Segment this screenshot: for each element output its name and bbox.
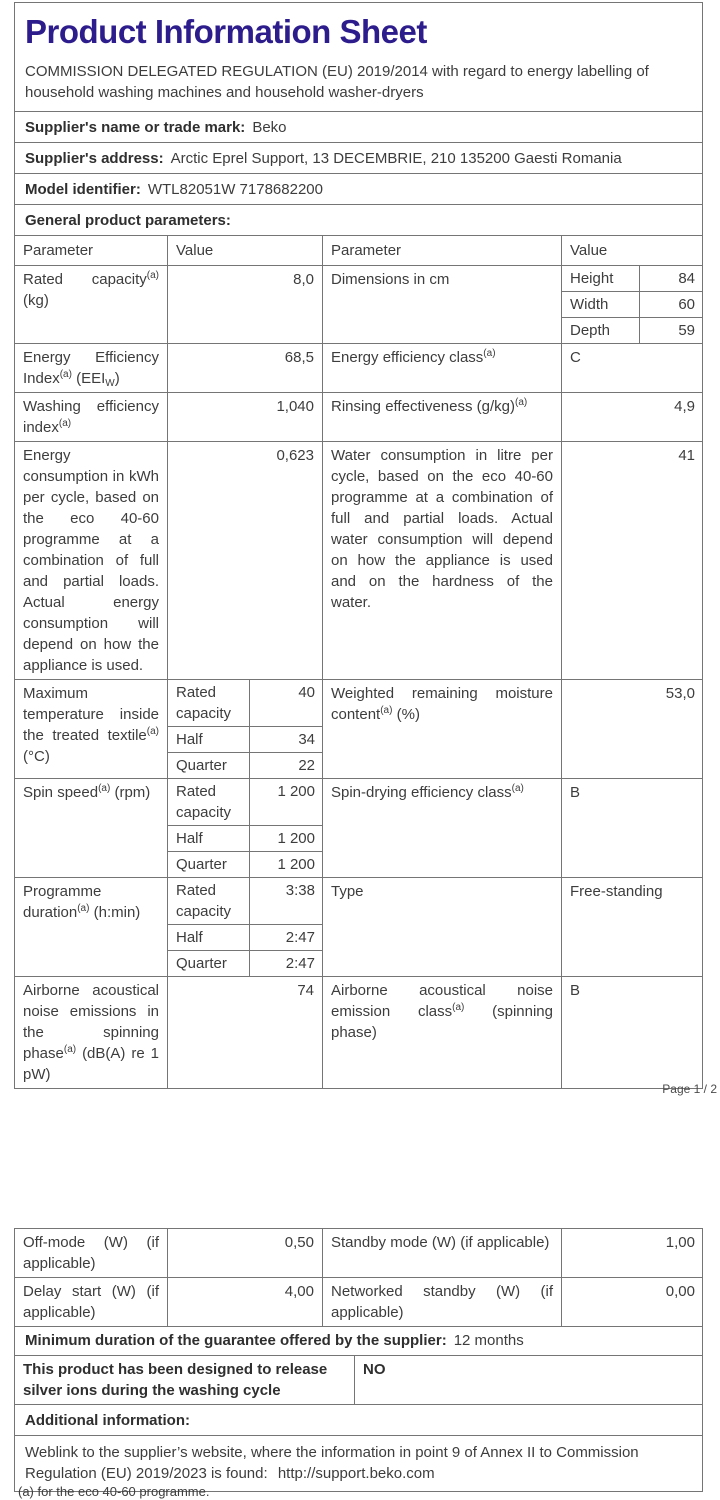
max-temp-half-value: 34	[298, 731, 315, 748]
supplier-address-row	[15, 143, 702, 174]
param-remaining-moisture: Weighted remaining moisture content$^{(a)}$ (%)	[323, 680, 562, 778]
spin-quarter-label: Quarter	[168, 852, 250, 877]
value-silver-ions: NO	[363, 1361, 386, 1378]
row-duration-type	[15, 878, 702, 977]
title-section	[15, 3, 702, 112]
dimension-depth-row	[562, 318, 703, 343]
supplier-name-row	[15, 112, 702, 143]
value-rated-capacity: 8,0	[168, 266, 323, 343]
param-rated-capacity: Rated capacity$^{(a)}$ (kg)	[15, 266, 168, 343]
dimension-width-value: 60	[678, 296, 695, 313]
spin-quarter-value: 1 200	[277, 856, 315, 873]
supplier-address-value: Arctic Eprel Support, 13 DECEMBRIE, 210 135200 Gaesti Romania	[170, 150, 622, 167]
max-temperature-subtable	[168, 680, 323, 778]
spin-half-value: 1 200	[277, 830, 315, 847]
page-title: Product Information Sheet	[25, 13, 427, 50]
spin-quarter-row	[168, 852, 322, 877]
value-networked-standby: 0,00	[665, 1283, 695, 1300]
max-temp-quarter-label: Quarter	[168, 753, 250, 778]
row-energy-water-consumption	[15, 442, 702, 680]
max-temp-quarter-value: 22	[298, 757, 315, 774]
value-water-consumption: 41	[678, 447, 695, 464]
weblink-text: Weblink to the supplier’s website, where the information in point 9 of Annex II to Commission Regulation (EU) 2019/2023 is found:	[25, 1444, 639, 1482]
duration-quarter-value: 2:47	[285, 955, 315, 972]
col-header-value-right: Value	[570, 242, 608, 259]
max-temp-quarter-row	[168, 753, 322, 778]
value-type: Free-standing	[570, 883, 663, 900]
guarantee-label: Minimum duration of the guarantee offered by the supplier:	[25, 1332, 447, 1349]
value-energy-efficiency-index: 68,5	[168, 344, 323, 392]
weblink-url: http://support.beko.com	[277, 1465, 435, 1482]
param-off-mode: Off-mode (W) (if applicable)	[15, 1229, 168, 1277]
row-washing-rinsing	[15, 393, 702, 442]
value-noise-emission-class: B	[570, 982, 581, 999]
row-delaystart-networked	[15, 1278, 702, 1327]
row-additional-information	[15, 1405, 702, 1436]
col-header-parameter-right: Parameter	[323, 236, 562, 265]
param-noise-emission-class: Airborne acoustical noise emission class$^{(a)}$ (spinning phase)	[323, 977, 562, 1088]
max-temp-half-row	[168, 727, 322, 753]
duration-half-value: 2:47	[285, 929, 315, 946]
additional-information-label: Additional information:	[25, 1412, 190, 1429]
spin-half-row	[168, 826, 322, 852]
supplier-name-label: Supplier's name or trade mark:	[25, 119, 246, 136]
param-washing-efficiency-index: Washing efficiency index$^{(a)}$	[15, 393, 168, 441]
value-off-mode: 0,50	[168, 1229, 323, 1277]
duration-rated-row	[168, 878, 322, 925]
param-energy-consumption: Energy consumption in kWh per cycle, based on the eco 40-60 programme at a combination of full and partial loads. Actual energy consumption will depend on how the appliance is used.	[15, 442, 168, 679]
row-rated-capacity-dimensions	[15, 266, 702, 344]
duration-rated-value: 3:38	[285, 882, 315, 899]
param-max-temperature: Maximum temperature inside the treated textile$^{(a)}$ (°C)	[15, 680, 168, 778]
page-indicator: Page 1 / 2	[662, 1082, 717, 1096]
col-header-parameter-left: Parameter	[15, 236, 168, 265]
footnote-eco-programme: (a) for the eco 40-60 programme.	[18, 1484, 210, 1499]
guarantee-value: 12 months	[453, 1332, 524, 1349]
param-noise-emissions: Airborne acoustical noise emissions in the spinning phase$^{(a)}$ (dB(A) re 1 pW)	[15, 977, 168, 1088]
param-spin-drying-class: Spin-drying efficiency class$^{(a)}$	[323, 779, 562, 877]
row-noise-emissions-class	[15, 977, 702, 1088]
dimension-height-label: Height	[562, 266, 640, 291]
page1-table	[14, 2, 703, 1089]
supplier-name-value: Beko	[252, 119, 287, 136]
duration-quarter-label: Quarter	[168, 951, 250, 976]
supplier-address-label: Supplier's address:	[25, 150, 164, 167]
row-silver-ions	[15, 1356, 702, 1405]
dimension-height-value: 84	[678, 270, 695, 287]
max-temp-rated-row	[168, 680, 322, 727]
row-guarantee	[15, 1327, 702, 1356]
model-identifier-row	[15, 174, 702, 205]
spin-rated-row	[168, 779, 322, 826]
model-identifier-value: WTL82051W 7178682200	[147, 181, 323, 198]
column-header-row	[15, 236, 702, 266]
param-standby-mode: Standby mode (W) (if applicable)	[323, 1229, 562, 1277]
duration-rated-label: Rated capacity	[168, 878, 250, 924]
spin-rated-value: 1 200	[277, 783, 315, 800]
general-parameters-heading-row	[15, 205, 702, 236]
param-type: Type	[323, 878, 562, 976]
duration-half-label: Half	[168, 925, 250, 950]
value-delay-start: 4,00	[168, 1278, 323, 1326]
value-washing-efficiency-index: 1,040	[168, 393, 323, 441]
value-standby-mode: 1,00	[665, 1234, 695, 1251]
param-dimensions: Dimensions in cm	[323, 266, 562, 343]
regulation-text: COMMISSION DELEGATED REGULATION (EU) 2019/2014 with regard to energy labelling of household washing machines and household washer-dryers	[25, 63, 649, 101]
spin-rated-label: Rated capacity	[168, 779, 250, 825]
dimension-width-label: Width	[562, 292, 640, 317]
spin-half-label: Half	[168, 826, 250, 851]
value-energy-consumption: 0,623	[168, 442, 323, 679]
duration-subtable	[168, 878, 323, 976]
value-spin-drying-class: B	[570, 784, 581, 801]
dimensions-subtable	[562, 266, 703, 343]
general-parameters-heading: General product parameters:	[25, 212, 231, 229]
param-spin-speed: Spin speed$^{(a)}$ (rpm)	[15, 779, 168, 877]
row-eei-energy-class	[15, 344, 702, 393]
max-temp-half-label: Half	[168, 727, 250, 752]
value-remaining-moisture: 53,0	[665, 685, 695, 702]
value-rinsing-effectiveness: 4,9	[674, 398, 695, 415]
row-offmode-standby	[15, 1229, 702, 1278]
dimension-width-row	[562, 292, 703, 318]
param-delay-start: Delay start (W) (if applicable)	[15, 1278, 168, 1326]
duration-quarter-row	[168, 951, 322, 976]
value-energy-efficiency-class: C	[570, 349, 581, 366]
row-max-temperature-moisture	[15, 680, 702, 779]
col-header-value-left: Value	[168, 236, 323, 265]
duration-half-row	[168, 925, 322, 951]
param-rinsing-effectiveness: Rinsing effectiveness $(g/kg)^{(a)}$	[323, 393, 562, 441]
param-energy-efficiency-class: Energy efficiency class$^{(a)}$	[323, 344, 562, 392]
param-programme-duration: Programme duration$^{(a)}$ (h:min)	[15, 878, 168, 976]
param-silver-ions: This product has been designed to release silver ions during the washing cycle	[15, 1356, 355, 1404]
model-identifier-label: Model identifier:	[25, 181, 141, 198]
value-noise-emissions: 74	[168, 977, 323, 1088]
max-temp-rated-value: 40	[298, 684, 315, 701]
row-spin-speed-class	[15, 779, 702, 878]
param-water-consumption: Water consumption in litre per cycle, based on the eco 40-60 programme at a combination of full and partial loads. Actual water consumption will depend on how the appliance is used and on the hardness of the water.	[323, 442, 562, 679]
page2-table	[14, 1228, 703, 1492]
spin-speed-subtable	[168, 779, 323, 877]
max-temp-rated-label: Rated capacity	[168, 680, 250, 726]
dimension-height-row	[562, 266, 703, 292]
dimension-depth-label: Depth	[562, 318, 640, 343]
param-networked-standby: Networked standby (W) (if applicable)	[323, 1278, 562, 1326]
param-energy-efficiency-index: Energy Efficiency Index$^{(a)}$ $(EEI_W)$	[15, 344, 168, 392]
dimension-depth-value: 59	[678, 322, 695, 339]
